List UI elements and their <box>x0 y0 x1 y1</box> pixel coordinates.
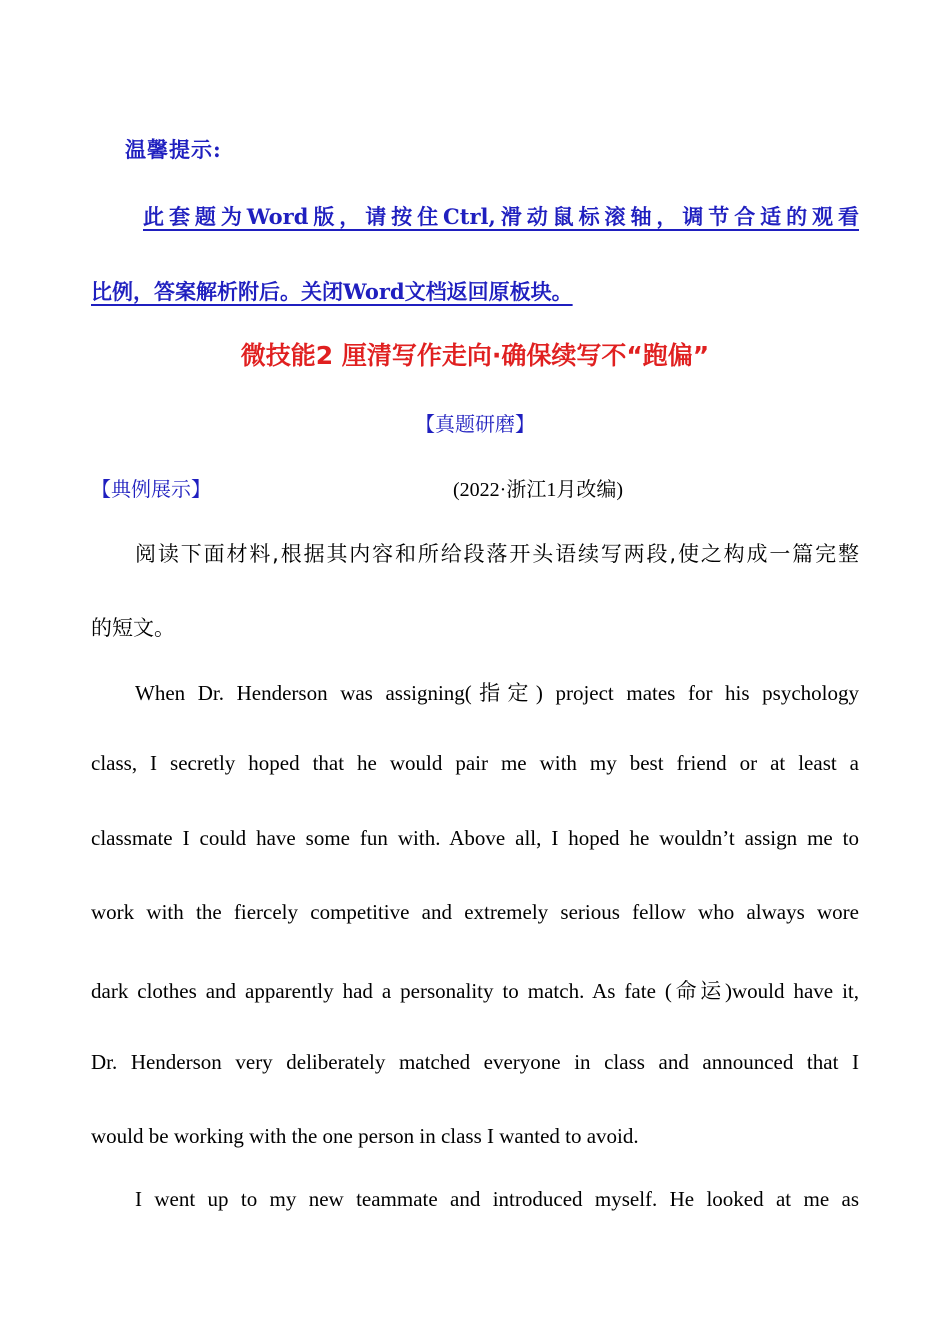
passage-line: class, I secretly hoped that he would pair me with my best friend or at least a <box>91 751 859 775</box>
instruction-line-2: 的短文。 <box>91 616 175 640</box>
passage-line: dark clothes and apparently had a personality to match. As fate (命运)would have it, <box>91 979 859 1003</box>
passage-line: Dr. Henderson very deliberately matched everyone in class and announced that I <box>91 1050 859 1074</box>
passage-line: When Dr. Henderson was assigning(指定) project mates for his psychology <box>135 681 859 705</box>
page-title: 微技能2 厘清写作走向·确保续写不“跑偏” <box>240 341 710 370</box>
example-label: 【典例展示】 <box>91 477 211 501</box>
tip-title: 温馨提示: <box>125 137 222 162</box>
section-label: 【真题研磨】 <box>415 412 535 436</box>
source-citation: (2022·浙江1月改编) <box>453 479 623 501</box>
passage-line: would be working with the one person in class I wanted to avoid. <box>91 1124 639 1148</box>
passage-line: classmate I could have some fun with. Above all, I hoped he wouldn’t assign me to <box>91 826 859 850</box>
tip-link-line-2[interactable]: 比例，答案解析附后。关闭Word文档返回原板块。 <box>91 279 573 304</box>
instruction-line-1: 阅读下面材料,根据其内容和所给段落开头语续写两段,使之构成一篇完整 <box>135 542 859 566</box>
passage-line: I went up to my new teammate and introduced myself. He looked at me as <box>135 1187 859 1211</box>
passage-line: work with the fiercely competitive and extremely serious fellow who always wore <box>91 900 859 924</box>
tip-link-line-1[interactable]: 此套题为Word版，请按住Ctrl,滑动鼠标滚轴，调节合适的观看 <box>143 204 859 229</box>
